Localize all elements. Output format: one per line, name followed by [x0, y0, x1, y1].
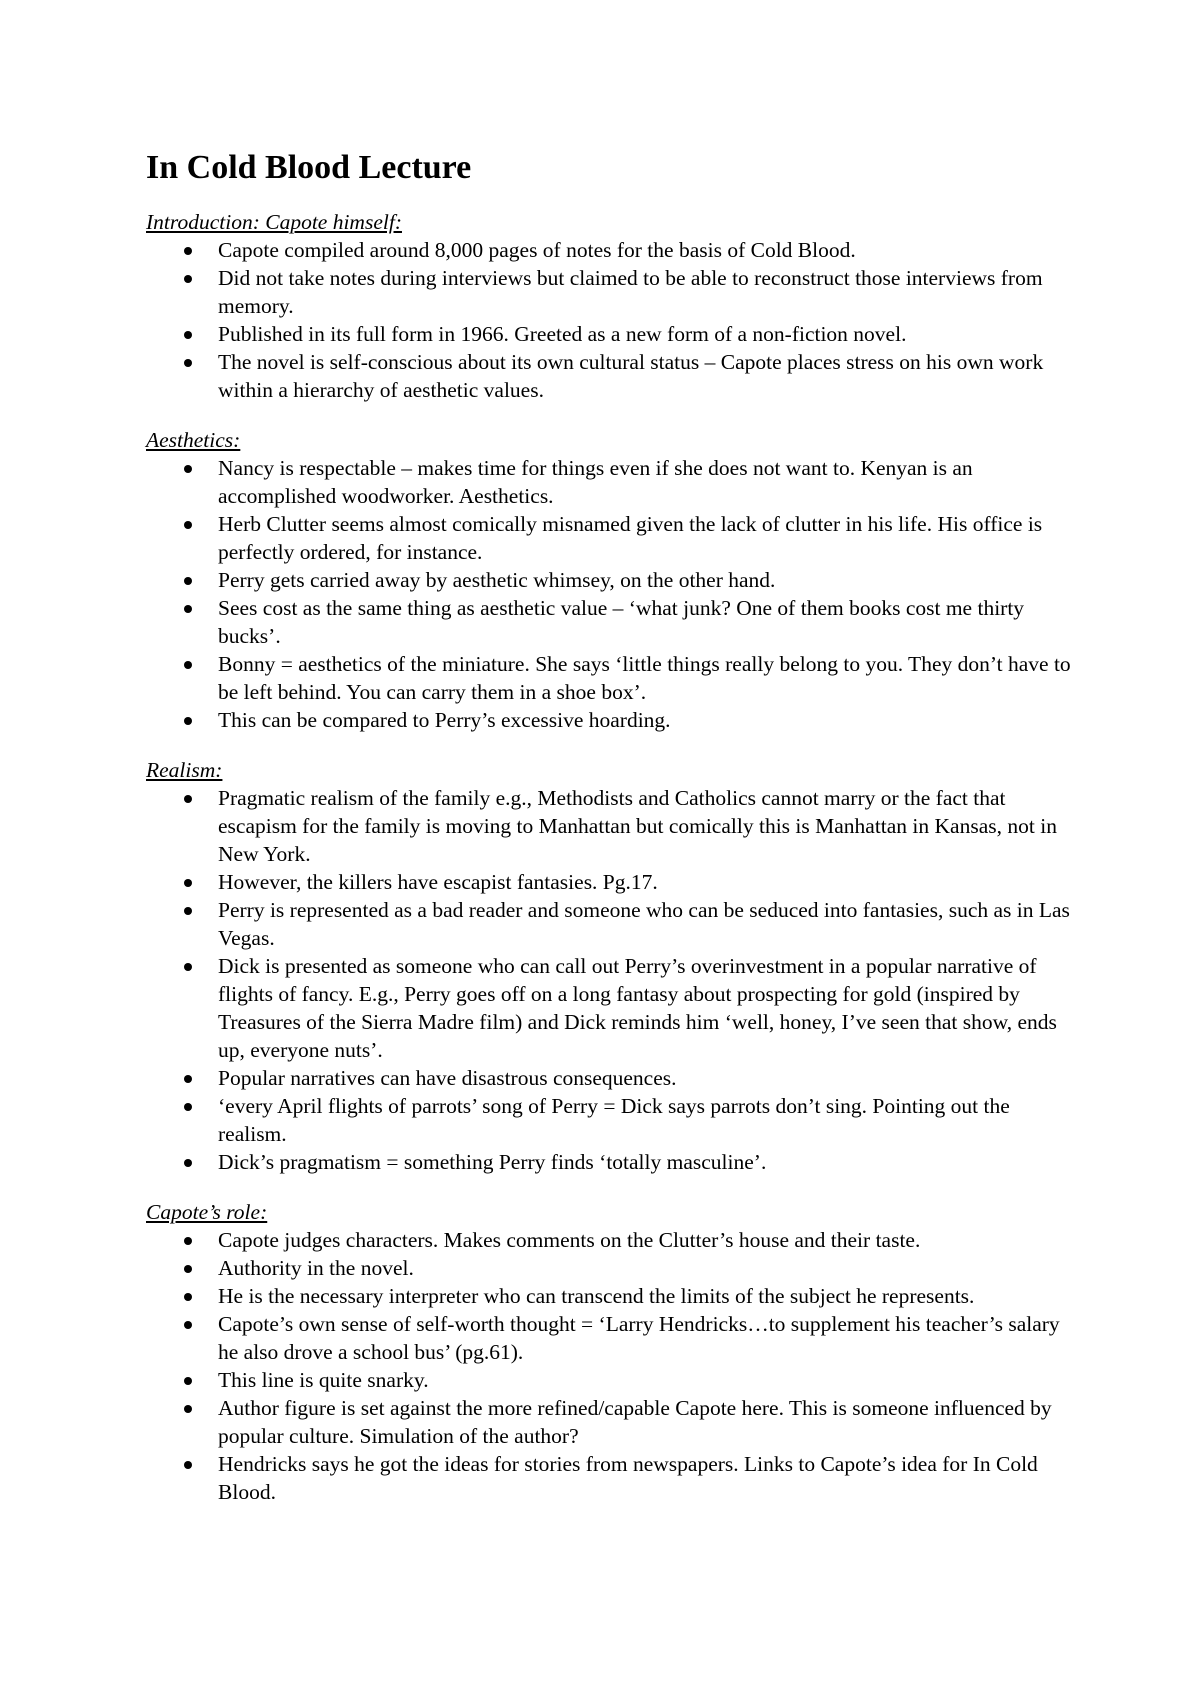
- list-item: [146, 1366, 1076, 1394]
- bullet-icon: [184, 661, 192, 669]
- list-item-text: Capote compiled around 8,000 pages of notes for the basis of Cold Blood.: [218, 238, 856, 262]
- bullet-list: [146, 1226, 1076, 1506]
- list-item-text: Pragmatic realism of the family e.g., Methodists and Catholics cannot marry or the fact that escapism for the family is moving to Manhattan but comically this is Manhattan in Kansas, not in New York.: [218, 786, 1057, 866]
- list-item: [146, 1282, 1076, 1310]
- bullet-icon: [184, 605, 192, 613]
- list-item: [146, 1310, 1076, 1366]
- bullet-list: [146, 454, 1076, 734]
- document-body: [146, 208, 1076, 1506]
- bullet-icon: [184, 521, 192, 529]
- list-item-text: Capote’s own sense of self-worth thought = ‘Larry Hendricks…to supplement his teacher’s salary he also drove a school bus’ (pg.61).: [218, 1312, 1060, 1364]
- list-item: [146, 896, 1076, 952]
- bullet-icon: [184, 1159, 192, 1167]
- document-title: In Cold Blood Lecture: [146, 149, 472, 186]
- section-heading: Aesthetics:: [146, 428, 241, 452]
- list-item-text: However, the killers have escapist fantasies. Pg.17.: [218, 870, 658, 894]
- list-item: [146, 264, 1076, 320]
- list-item-text: He is the necessary interpreter who can transcend the limits of the subject he represents.: [218, 1284, 975, 1308]
- list-item: [146, 1226, 1076, 1254]
- bullet-icon: [184, 1377, 192, 1385]
- bullet-list: [146, 784, 1076, 1176]
- bullet-icon: [184, 879, 192, 887]
- list-item-text: Capote judges characters. Makes comments on the Clutter’s house and their taste.: [218, 1228, 921, 1252]
- list-item: [146, 236, 1076, 264]
- list-item: [146, 952, 1076, 1064]
- list-item-text: Sees cost as the same thing as aesthetic value – ‘what junk? One of them books cost me thirty bucks’.: [218, 596, 1025, 648]
- section: [146, 426, 1076, 734]
- list-item-text: Popular narratives can have disastrous consequences.: [218, 1066, 677, 1090]
- bullet-icon: [184, 1293, 192, 1301]
- list-item: [146, 1394, 1076, 1450]
- section-heading: Realism:: [146, 758, 223, 782]
- list-item: [146, 566, 1076, 594]
- list-item-text: Perry is represented as a bad reader and someone who can be seduced into fantasies, such as in Las Vegas.: [218, 898, 1070, 950]
- bullet-icon: [184, 275, 192, 283]
- section: [146, 208, 1076, 404]
- bullet-icon: [184, 717, 192, 725]
- document-page: [146, 146, 1076, 1528]
- list-item-text: Published in its full form in 1966. Greeted as a new form of a non-fiction novel.: [218, 322, 907, 346]
- list-item-text: The novel is self-conscious about its own cultural status – Capote places stress on his own work within a hierarchy of aesthetic values.: [218, 350, 1044, 402]
- bullet-icon: [184, 907, 192, 915]
- list-item-text: Hendricks says he got the ideas for stories from newspapers. Links to Capote’s idea for In Cold Blood.: [218, 1452, 1038, 1504]
- list-item: [146, 510, 1076, 566]
- list-item-text: Herb Clutter seems almost comically misnamed given the lack of clutter in his life. His office is perfectly ordered, for instance.: [218, 512, 1043, 564]
- list-item: [146, 320, 1076, 348]
- list-item-text: Dick is presented as someone who can call out Perry’s overinvestment in a popular narrative of flights of fancy. E.g., Perry goes off on a long fantasy about prospecting for gold (inspired by Treasures of the Sierra Madre film) and Dick reminds him ‘well, honey, I’ve seen that show, ends up, everyone nuts’.: [218, 954, 1057, 1062]
- bullet-icon: [184, 247, 192, 255]
- list-item: [146, 1148, 1076, 1176]
- section: [146, 756, 1076, 1176]
- list-item: [146, 1092, 1076, 1148]
- section: [146, 1198, 1076, 1506]
- list-item: [146, 348, 1076, 404]
- list-item-text: Perry gets carried away by aesthetic whimsey, on the other hand.: [218, 568, 776, 592]
- list-item-text: Author figure is set against the more refined/capable Capote here. This is someone influenced by popular culture. Simulation of the author?: [218, 1396, 1052, 1448]
- list-item-text: This line is quite snarky.: [218, 1368, 429, 1392]
- list-item-text: ‘every April flights of parrots’ song of Perry = Dick says parrots don’t sing. Pointing out the realism.: [218, 1094, 1010, 1146]
- list-item-text: Did not take notes during interviews but claimed to be able to reconstruct those interviews from memory.: [218, 266, 1043, 318]
- bullet-icon: [184, 1103, 192, 1111]
- bullet-list: [146, 236, 1076, 404]
- bullet-icon: [184, 1237, 192, 1245]
- list-item: [146, 454, 1076, 510]
- list-item: [146, 650, 1076, 706]
- bullet-icon: [184, 359, 192, 367]
- list-item: [146, 706, 1076, 734]
- list-item-text: Nancy is respectable – makes time for things even if she does not want to. Kenyan is an accomplished woodworker. Aesthetics.: [218, 456, 973, 508]
- bullet-icon: [184, 1461, 192, 1469]
- bullet-icon: [184, 1075, 192, 1083]
- list-item: [146, 784, 1076, 868]
- section-heading: Introduction: Capote himself:: [146, 210, 402, 234]
- list-item-text: Authority in the novel.: [218, 1256, 414, 1280]
- list-item: [146, 868, 1076, 896]
- bullet-icon: [184, 1265, 192, 1273]
- list-item-text: Dick’s pragmatism = something Perry finds ‘totally masculine’.: [218, 1150, 767, 1174]
- list-item: [146, 1064, 1076, 1092]
- section-heading: Capote’s role:: [146, 1200, 268, 1224]
- list-item-text: Bonny = aesthetics of the miniature. She says ‘little things really belong to you. They don’t have to be left behind. You can carry them in a shoe box’.: [218, 652, 1071, 704]
- bullet-icon: [184, 795, 192, 803]
- bullet-icon: [184, 577, 192, 585]
- bullet-icon: [184, 331, 192, 339]
- bullet-icon: [184, 963, 192, 971]
- list-item-text: This can be compared to Perry’s excessive hoarding.: [218, 708, 671, 732]
- bullet-icon: [184, 1405, 192, 1413]
- list-item: [146, 1450, 1076, 1506]
- bullet-icon: [184, 465, 192, 473]
- list-item: [146, 594, 1076, 650]
- bullet-icon: [184, 1321, 192, 1329]
- list-item: [146, 1254, 1076, 1282]
